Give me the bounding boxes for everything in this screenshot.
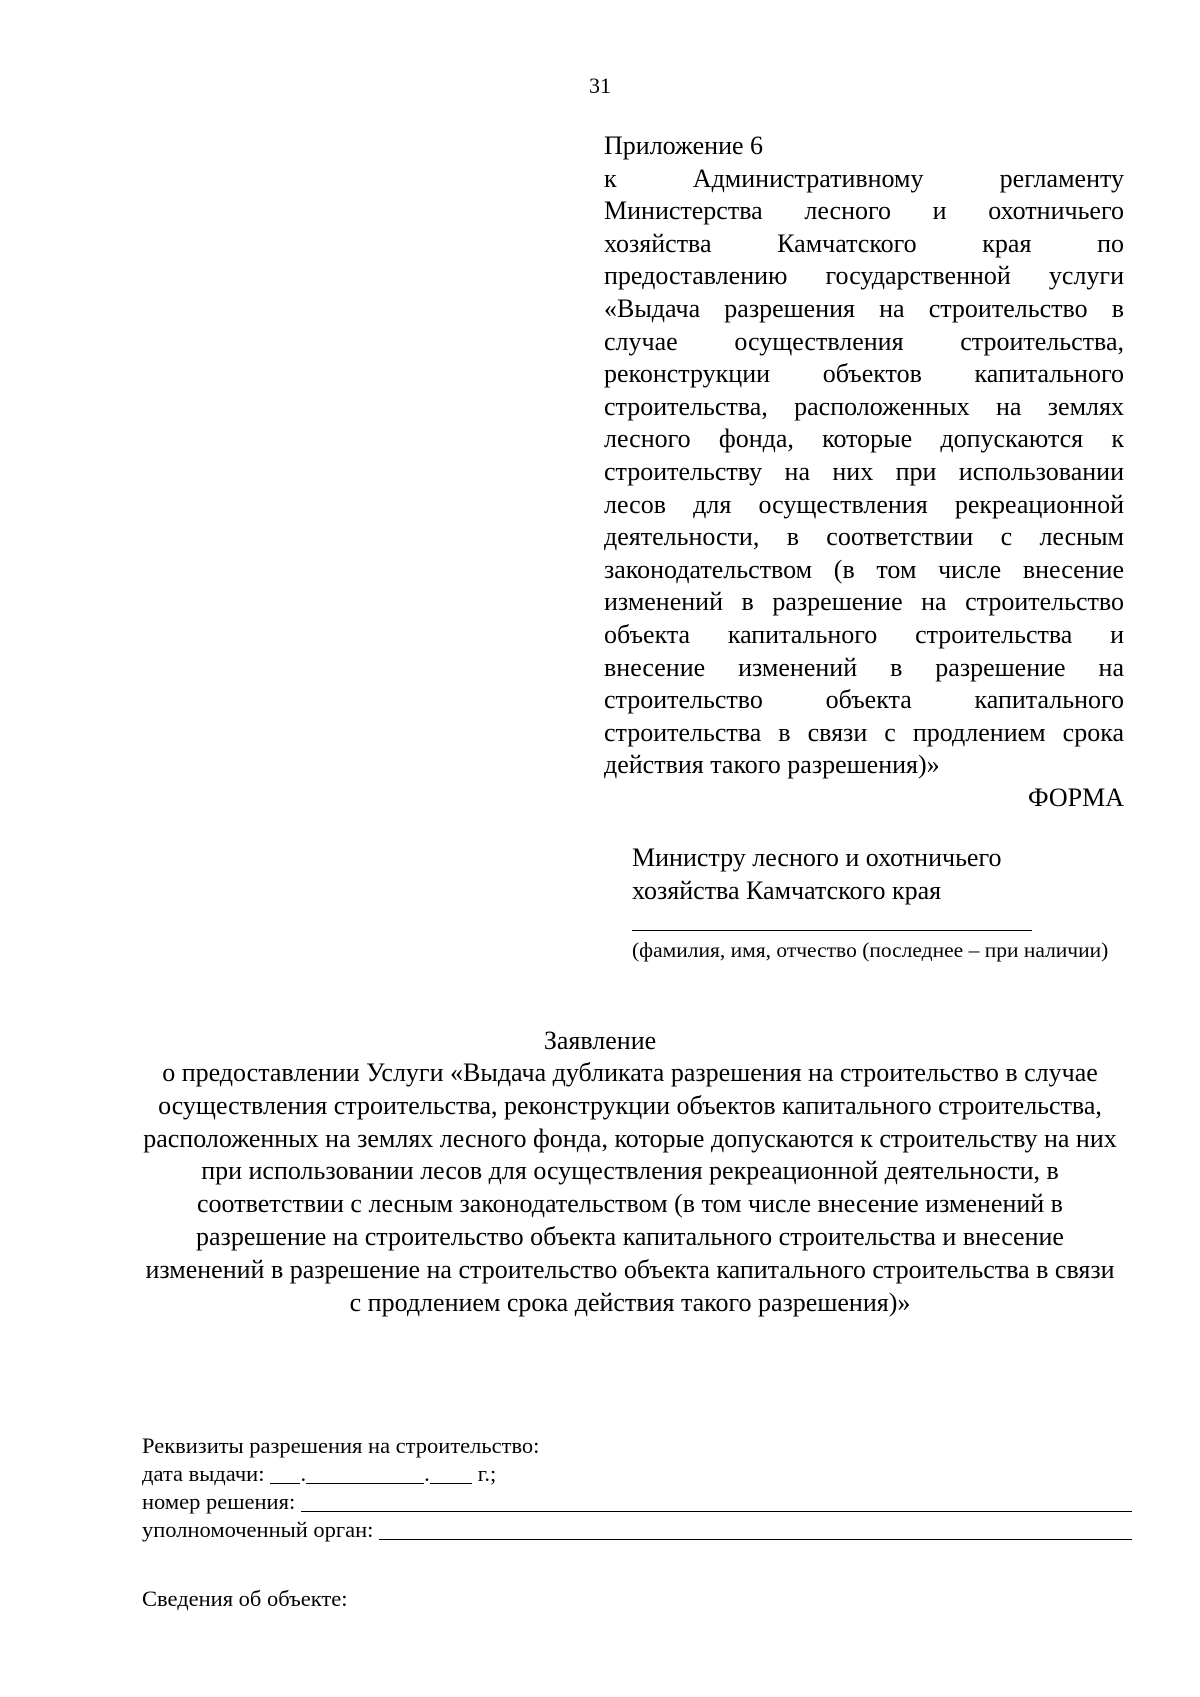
date-separator-1: . [300,1461,307,1486]
requisites-heading: Реквизиты разрешения на строительство: [142,1433,540,1458]
addressee-line-2: хозяйства Камчатского края [632,875,942,905]
authority-label: уполномоченный орган: [142,1517,374,1542]
year-suffix: г.; [477,1461,497,1486]
appendix-text: к Административному регламенту Министерства лесного и охотничьего хозяйства Камчатского края по предоставлению государственной услуги «Выдача разрешения на строительство в случае осуществления строительства, реконструкции объектов капитального строительства, расположенных на землях лесного фонда, которые допускаются к строительству на них при использовании лесов для осуществления рекреационной деятельности, в соответствии с лесным законодательством (в том числе внесение изменений в разрешение на строительство объекта капитального строительства и внесение изменений в разрешение на строительство объекта капитального строительства в связи с продлением срока действия такого разрешения)» [604,163,1124,780]
statement-title: Заявление [543,1026,657,1055]
date-separator-2: . [424,1461,430,1486]
addressee-line-1: Министру лесного и охотничьего [632,843,1002,872]
applicant-name-field[interactable] [632,930,1032,931]
statement-text: о предоставлении Услуги «Выдача дубликата разрешения на строительство в случае осуществления строительства, реконструкции объектов капитального строительства, расположенных на землях лесного фонда, которые допускаются к строительству на них при использовании лесов для осуществления рекреационной деятельности, в соответствии с лесным законодательством (в том числе внесение изменений в разрешение на строительство объекта капитального строительства и внесение изменений в разрешение на строительство объекта капитального строительства в связи с продлением срока действия такого разрешения)» [143,1058,1117,1317]
decision-number-field[interactable] [301,1491,1132,1512]
decision-number-label: номер решения: [142,1489,296,1514]
issue-month-field[interactable] [306,1463,424,1484]
form-label: ФОРМА [1028,783,1124,812]
authority-row [142,1516,1132,1544]
addressee-block [632,842,1042,907]
decision-number-row [142,1488,1132,1516]
issue-date-row [142,1460,1132,1488]
issue-date-label: дата выдачи: [142,1461,265,1486]
page-number: 31 [589,73,611,98]
issue-day-field[interactable] [270,1463,300,1484]
authority-field[interactable] [379,1519,1132,1540]
appendix-title: Приложение 6 [604,131,764,160]
appendix-block [604,130,1124,782]
issue-year-field[interactable] [430,1463,472,1484]
object-info-heading: Сведения об объекте: [142,1586,348,1611]
applicant-name-caption: (фамилия, имя, отчество (последнее – при наличии) [632,938,1109,962]
